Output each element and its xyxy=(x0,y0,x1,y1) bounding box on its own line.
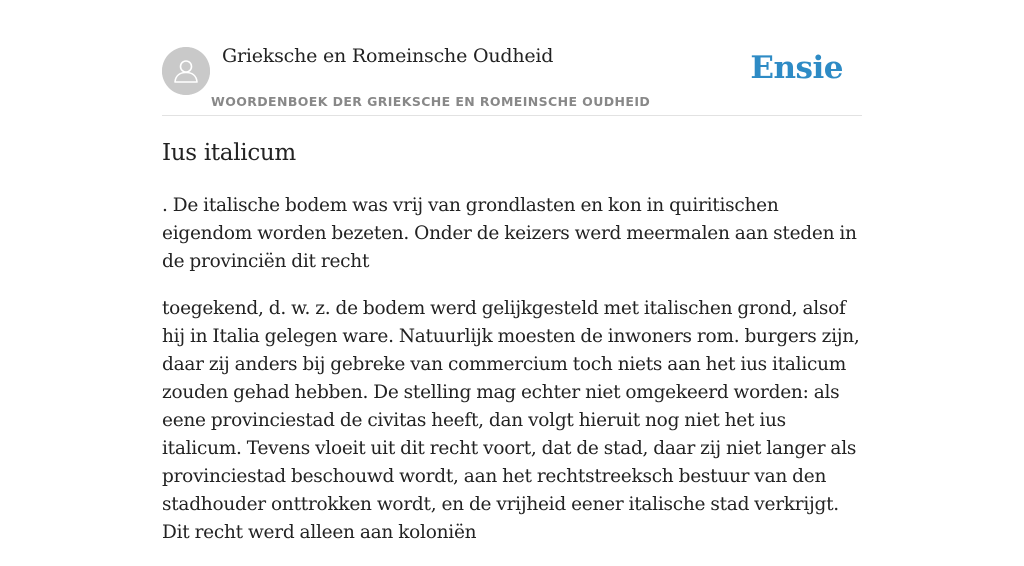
ensie-logo[interactable]: Ensie xyxy=(750,50,843,86)
source-subtitle[interactable]: WOORDENBOEK DER GRIEKSCHE EN ROMEINSCHE OUDHEID xyxy=(211,94,651,109)
user-avatar-icon[interactable] xyxy=(162,47,210,95)
source-header xyxy=(162,0,862,116)
article-body xyxy=(162,192,862,566)
article-title: Ius italicum xyxy=(162,140,296,166)
source-title[interactable]: Grieksche en Romeinsche Oudheid xyxy=(222,45,554,67)
article-page xyxy=(162,0,862,543)
article-paragraph: . De italische bodem was vrij van grondlasten en kon in quiritischen eigendom worden bezeten. Onder de keizers werd meermalen aan steden in de provinciën dit recht xyxy=(162,195,857,272)
article-paragraph: toegekend, d. w. z. de bodem werd gelijkgesteld met italischen grond, alsof hij in Italia gelegen ware. Natuurlijk moesten de inwoners rom. burgers zijn, daar zij anders bij gebreke van commercium toch niets aan het ius italicum zouden gehad hebben. De stelling mag echter niet omgekeerd worden: als eene provinciestad de civitas heeft, dan volgt hieruit nog niet het ius italicum. Tevens vloeit uit dit recht voort, dat de stad, daar zij niet langer als provinciestad beschouwd wordt, aan het rechtstreeksch bestuur van den stadhouder onttrokken wordt, en de vrijheid eener italische stad verkrijgt. Dit recht werd alleen aan koloniën xyxy=(162,298,860,543)
